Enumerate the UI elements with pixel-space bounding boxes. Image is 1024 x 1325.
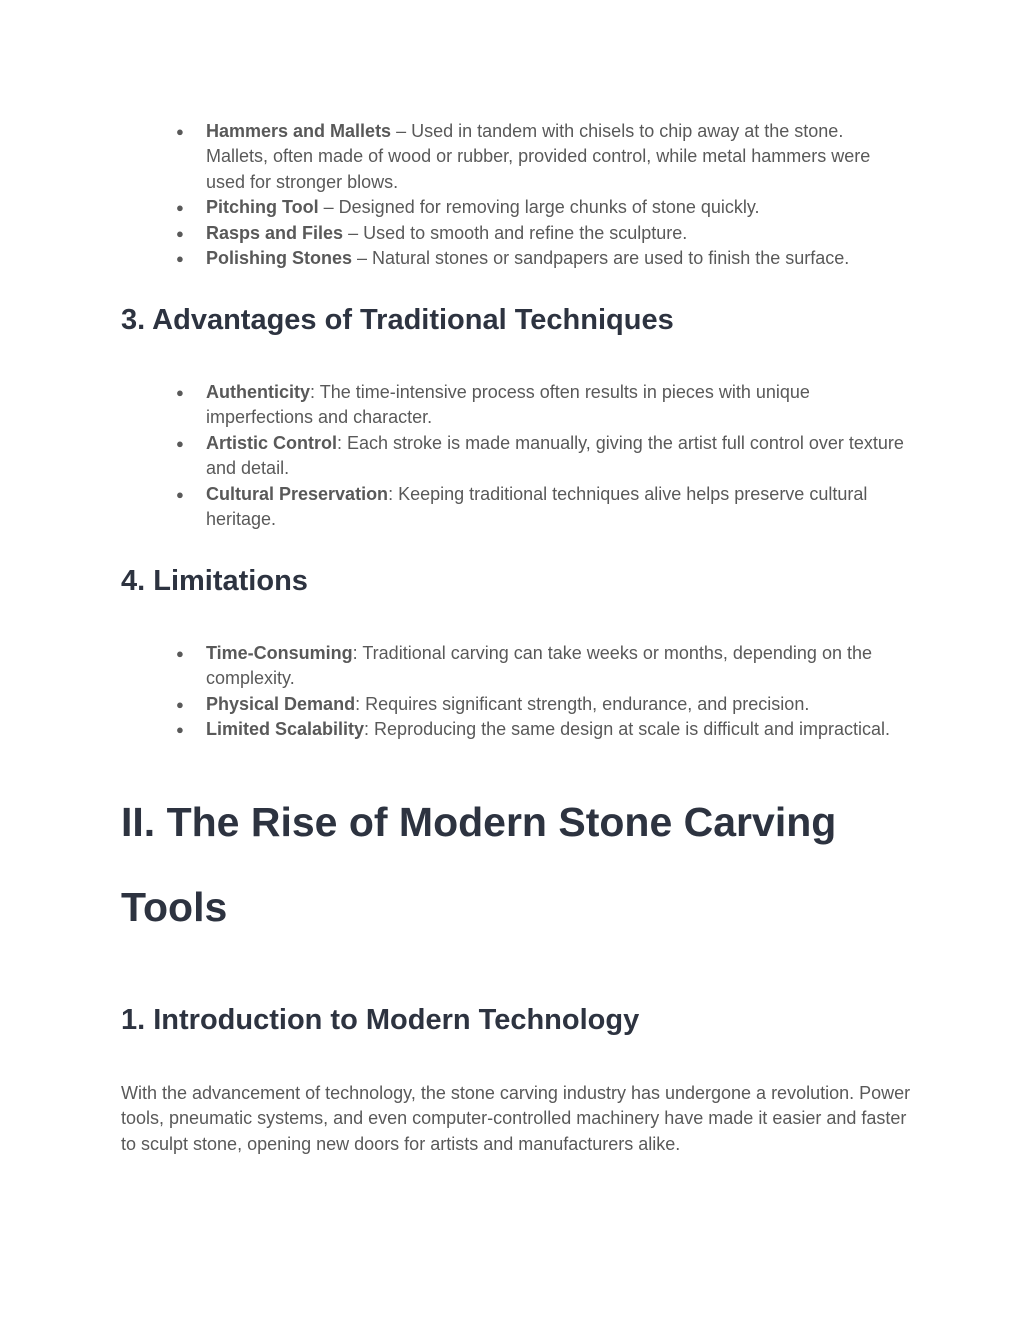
list-item-text: : Requires significant strength, endurance, and precision. xyxy=(355,693,810,714)
list-item xyxy=(0,380,1024,431)
list-item xyxy=(0,246,1024,271)
limitations-list xyxy=(0,641,1024,743)
bullet-icon: ● xyxy=(176,435,184,451)
list-item-text: – Designed for removing large chunks of stone quickly. xyxy=(318,197,760,218)
list-item xyxy=(0,221,1024,246)
list-item-term: Authenticity xyxy=(206,382,311,402)
list-item xyxy=(0,119,1024,195)
modern-technology-heading: 1. Introduction to Modern Technology xyxy=(121,1004,640,1036)
tools-list xyxy=(0,119,1024,271)
list-item xyxy=(0,692,1024,717)
bullet-icon: ● xyxy=(176,124,184,139)
list-item-term: Time-Consuming xyxy=(206,643,353,663)
bullet-icon: ● xyxy=(176,251,184,267)
bullet-icon: ● xyxy=(176,486,184,502)
list-item-text: : Keeping traditional techniques alive helps preserve cultural heritage. xyxy=(206,483,868,530)
list-item xyxy=(0,482,1024,533)
list-item-text: – Used in tandem with chisels to chip away at the stone. Mallets, often made of wood or rubber, provided control, while metal hammers were used for stronger blows. xyxy=(206,121,871,192)
section-two-heading: II. The Rise of Modern Stone Carving Tools xyxy=(121,799,837,930)
list-item xyxy=(0,641,1024,692)
bullet-icon: ● xyxy=(176,696,184,712)
bullet-icon: ● xyxy=(176,200,184,216)
bullet-icon: ● xyxy=(176,385,184,400)
list-item-term: Cultural Preservation xyxy=(206,483,389,504)
list-item xyxy=(0,717,1024,742)
list-item-text: – Natural stones or sandpapers are used to finish the surface. xyxy=(352,248,850,269)
list-item-term: Limited Scalability xyxy=(206,719,365,740)
list-item-term: Artistic Control xyxy=(206,432,338,453)
list-item-text: : The time-intensive process often results in pieces with unique imperfections and character. xyxy=(206,382,810,428)
bullet-icon: ● xyxy=(176,646,184,661)
bullet-icon: ● xyxy=(176,722,184,738)
list-item-term: Pitching Tool xyxy=(206,197,319,218)
list-item-term: Rasps and Files xyxy=(206,222,344,243)
list-item xyxy=(0,195,1024,220)
list-item-term: Polishing Stones xyxy=(206,248,353,269)
modern-technology-paragraph: With the advancement of technology, the stone carving industry has undergone a revolution. Power tools, pneumatic systems, and even computer-controlled machinery have made it easier and faster to sculpt stone, opening new doors for artists and manufacturers alike. xyxy=(121,1083,911,1154)
list-item-text: : Reproducing the same design at scale is difficult and impractical. xyxy=(364,719,890,740)
limitations-heading: 4. Limitations xyxy=(121,565,308,597)
bullet-icon: ● xyxy=(176,225,184,241)
advantages-list xyxy=(0,380,1024,532)
list-item xyxy=(0,431,1024,482)
list-item-text: : Traditional carving can take weeks or months, depending on the complexity. xyxy=(206,643,872,689)
list-item-text: – Used to smooth and refine the sculpture. xyxy=(343,222,688,243)
list-item-term: Physical Demand xyxy=(206,693,356,714)
list-item-text: : Each stroke is made manually, giving the artist full control over texture and detail. xyxy=(206,432,904,479)
advantages-heading: 3. Advantages of Traditional Techniques xyxy=(121,304,674,336)
list-item-term: Hammers and Mallets xyxy=(206,121,392,141)
